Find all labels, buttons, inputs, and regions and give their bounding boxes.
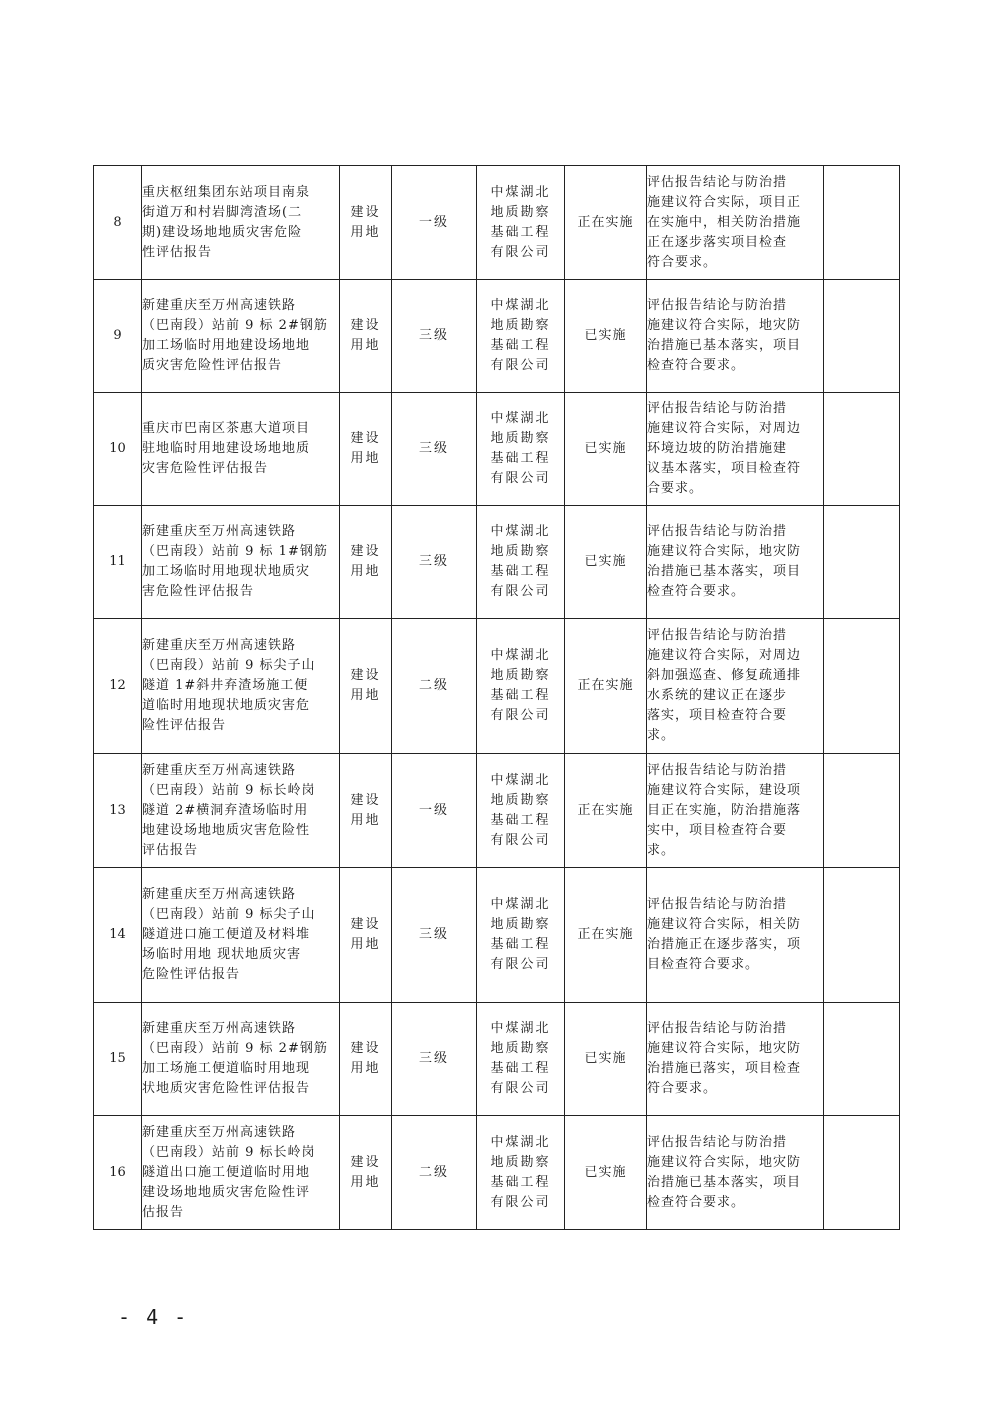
inspection-result-text: 评估报告结论与防治措 施建议符合实际，地灾防 治措施已基本落实，项目 检查符合要求。 xyxy=(647,524,802,599)
remarks xyxy=(824,1116,900,1230)
inspection-result-text: 评估报告结论与防治措 施建议符合实际，地灾防 治措施已落实，项目检查 符合要求。 xyxy=(647,1021,802,1096)
remarks xyxy=(824,619,900,754)
assessment-unit-text: 中煤湖北 地质勘察 基础工程 有限公司 xyxy=(490,298,551,373)
table-body xyxy=(94,166,900,1230)
land-type-text: 建设 用地 xyxy=(350,431,381,466)
assessment-unit xyxy=(477,868,565,1003)
implementation-status: 正在实施 xyxy=(565,754,647,868)
project-name xyxy=(142,754,340,868)
land-type-text: 建设 用地 xyxy=(350,917,381,952)
row-number: 10 xyxy=(94,393,142,506)
implementation-status: 已实施 xyxy=(565,393,647,506)
assessment-unit-text: 中煤湖北 地质勘察 基础工程 有限公司 xyxy=(490,1134,551,1210)
inspection-result-text: 评估报告结论与防治措 施建议符合实际，建设项 目正在实施，防治措施落 实中，项目检查符合要 求。 xyxy=(647,762,802,858)
assessment-unit-text: 中煤湖北 地质勘察 基础工程 有限公司 xyxy=(490,184,551,260)
inspection-result-text: 评估报告结论与防治措 施建议符合实际，项目正 在实施中，相关防治措施 正在逐步落实项目检查 符合要求。 xyxy=(647,174,802,270)
remarks xyxy=(824,166,900,280)
inspection-result xyxy=(647,166,824,280)
land-type-text: 建设 用地 xyxy=(350,792,381,828)
row-number: 8 xyxy=(94,166,142,280)
project-name xyxy=(142,166,340,280)
assessment-unit-text: 中煤湖北 地质勘察 基础工程 有限公司 xyxy=(490,524,551,599)
land-type xyxy=(340,754,392,868)
land-type-text: 建设 用地 xyxy=(350,668,381,703)
assessment-level: 一级 xyxy=(392,754,477,868)
assessment-level: 三级 xyxy=(392,393,477,506)
inspection-result xyxy=(647,754,824,868)
assessment-unit xyxy=(477,619,565,754)
project-name xyxy=(142,619,340,754)
row-number: 13 xyxy=(94,754,142,868)
project-name-text: 新建重庆至万州高速铁路 （巴南段）站前 9 标长岭岗 隧道出口施工便道临时用地 建设场地地质灾害危险性评 估报告 xyxy=(142,1124,316,1220)
implementation-status: 正在实施 xyxy=(565,868,647,1003)
inspection-result-text: 评估报告结论与防治措 施建议符合实际，地灾防 治措施已基本落实，项目 检查符合要求。 xyxy=(647,1134,802,1210)
row-number: 9 xyxy=(94,280,142,393)
land-type-text: 建设 用地 xyxy=(350,204,381,240)
project-name-text: 新建重庆至万州高速铁路 （巴南段）站前 9 标长岭岗 隧道 2#横洞弃渣场临时用 地建设场地地质灾害危险性 评估报告 xyxy=(142,762,316,858)
row-number: 16 xyxy=(94,1116,142,1230)
table-row xyxy=(94,868,900,1003)
implementation-status: 已实施 xyxy=(565,1116,647,1230)
project-name xyxy=(142,280,340,393)
implementation-status: 正在实施 xyxy=(565,166,647,280)
land-type xyxy=(340,619,392,754)
inspection-result xyxy=(647,619,824,754)
project-name-text: 新建重庆至万州高速铁路 （巴南段）站前 9 标尖子山 隧道 1#斜井弃渣场施工便 道临时用地现状地质灾害危 险性评估报告 xyxy=(142,638,316,733)
project-name-text: 重庆市巴南区茶惠大道项目 驻地临时用地建设场地地质 灾害危险性评估报告 xyxy=(142,421,311,476)
assessment-level: 三级 xyxy=(392,1003,477,1116)
table-row xyxy=(94,393,900,506)
assessment-level: 二级 xyxy=(392,1116,477,1230)
assessment-unit xyxy=(477,1116,565,1230)
assessment-report-table xyxy=(93,165,900,1230)
remarks xyxy=(824,868,900,1003)
land-type xyxy=(340,506,392,619)
project-name-text: 新建重庆至万州高速铁路 （巴南段）站前 9 标 2#钢筋 加工场施工便道临时用地现 状地质灾害危险性评估报告 xyxy=(142,1021,328,1096)
land-type xyxy=(340,166,392,280)
assessment-unit xyxy=(477,280,565,393)
inspection-result xyxy=(647,506,824,619)
assessment-unit xyxy=(477,1003,565,1116)
assessment-level: 二级 xyxy=(392,619,477,754)
land-type xyxy=(340,1116,392,1230)
remarks xyxy=(824,754,900,868)
project-name xyxy=(142,1003,340,1116)
assessment-unit-text: 中煤湖北 地质勘察 基础工程 有限公司 xyxy=(490,897,551,972)
land-type-text: 建设 用地 xyxy=(350,318,381,353)
remarks xyxy=(824,506,900,619)
assessment-unit xyxy=(477,754,565,868)
implementation-status: 已实施 xyxy=(565,506,647,619)
row-number: 15 xyxy=(94,1003,142,1116)
table-row xyxy=(94,619,900,754)
project-name xyxy=(142,1116,340,1230)
table-row xyxy=(94,1003,900,1116)
row-number: 11 xyxy=(94,506,142,619)
project-name-text: 新建重庆至万州高速铁路 （巴南段）站前 9 标 2#钢筋 加工场临时用地建设场地地 质灾害危险性评估报告 xyxy=(142,298,328,373)
inspection-result xyxy=(647,393,824,506)
table-row xyxy=(94,280,900,393)
land-type-text: 建设 用地 xyxy=(350,1041,381,1076)
inspection-result-text: 评估报告结论与防治措 施建议符合实际，地灾防 治措施已基本落实，项目 检查符合要求。 xyxy=(647,298,802,373)
row-number: 12 xyxy=(94,619,142,754)
inspection-result-text: 评估报告结论与防治措 施建议符合实际，相关防 治措施正在逐步落实，项 目检查符合要求。 xyxy=(647,897,802,972)
assessment-unit-text: 中煤湖北 地质勘察 基础工程 有限公司 xyxy=(490,411,551,486)
assessment-unit-text: 中煤湖北 地质勘察 基础工程 有限公司 xyxy=(490,772,551,848)
project-name xyxy=(142,393,340,506)
project-name-text: 重庆枢纽集团东站项目南泉 街道万和村岩脚湾渣场(二 期)建设场地地质灾害危险 性评估报告 xyxy=(142,184,311,260)
land-type xyxy=(340,280,392,393)
row-number: 14 xyxy=(94,868,142,1003)
land-type xyxy=(340,393,392,506)
assessment-unit-text: 中煤湖北 地质勘察 基础工程 有限公司 xyxy=(490,1021,551,1096)
implementation-status: 已实施 xyxy=(565,1003,647,1116)
land-type-text: 建设 用地 xyxy=(350,1154,381,1190)
land-type xyxy=(340,868,392,1003)
assessment-unit xyxy=(477,393,565,506)
assessment-unit xyxy=(477,166,565,280)
table-row xyxy=(94,754,900,868)
land-type xyxy=(340,1003,392,1116)
assessment-unit-text: 中煤湖北 地质勘察 基础工程 有限公司 xyxy=(490,648,551,723)
assessment-level: 三级 xyxy=(392,506,477,619)
implementation-status: 正在实施 xyxy=(565,619,647,754)
assessment-unit xyxy=(477,506,565,619)
assessment-level: 三级 xyxy=(392,868,477,1003)
remarks xyxy=(824,393,900,506)
assessment-level: 一级 xyxy=(392,166,477,280)
table-row xyxy=(94,166,900,280)
project-name-text: 新建重庆至万州高速铁路 （巴南段）站前 9 标 1#钢筋 加工场临时用地现状地质灾 害危险性评估报告 xyxy=(142,524,328,599)
remarks xyxy=(824,1003,900,1116)
inspection-result xyxy=(647,1003,824,1116)
remarks xyxy=(824,280,900,393)
inspection-result-text: 评估报告结论与防治措 施建议符合实际，对周边 斜加强巡查、修复疏通排 水系统的建议正在逐步 落实，项目检查符合要 求。 xyxy=(647,628,802,743)
implementation-status: 已实施 xyxy=(565,280,647,393)
project-name xyxy=(142,868,340,1003)
inspection-result xyxy=(647,280,824,393)
inspection-result xyxy=(647,1116,824,1230)
project-name xyxy=(142,506,340,619)
inspection-result-text: 评估报告结论与防治措 施建议符合实际，对周边 环境边坡的防治措施建 议基本落实，项目检查符 合要求。 xyxy=(647,401,802,496)
table-row xyxy=(94,1116,900,1230)
table-row xyxy=(94,506,900,619)
assessment-level: 三级 xyxy=(392,280,477,393)
land-type-text: 建设 用地 xyxy=(350,544,381,579)
project-name-text: 新建重庆至万州高速铁路 （巴南段）站前 9 标尖子山 隧道进口施工便道及材料堆 场临时用地 现状地质灾害 危险性评估报告 xyxy=(142,887,316,982)
inspection-result xyxy=(647,868,824,1003)
page-number: - 4 - xyxy=(118,1305,189,1329)
